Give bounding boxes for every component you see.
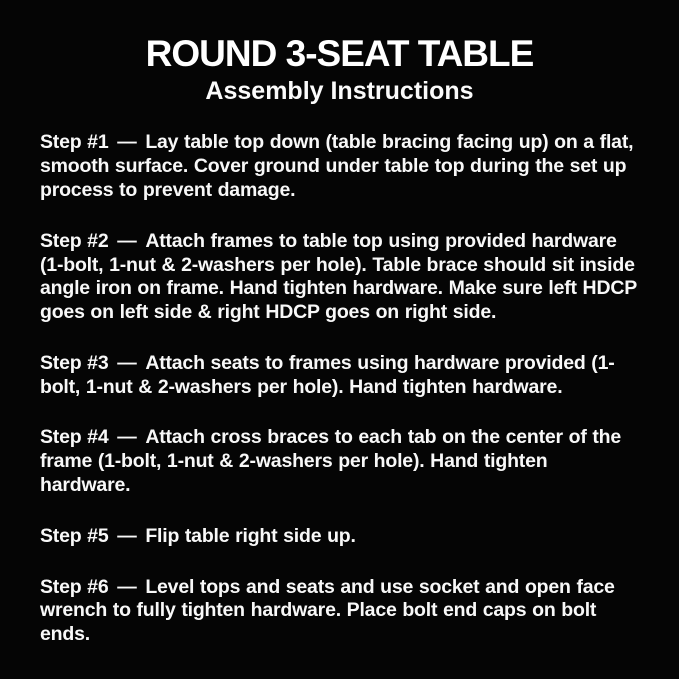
step-2-paragraph: [40, 230, 639, 325]
page-title: ROUND 3-SEAT TABLE: [145, 33, 534, 74]
step-6-dash: —: [117, 575, 137, 598]
step-4-label: Step #4: [40, 426, 109, 449]
step-3-dash: —: [117, 351, 137, 374]
step-6-paragraph: [40, 576, 639, 647]
step-6-text: Level tops and seats and use socket and open face wrench to fully tighten hardware. Place bolt end caps on bolt ends.: [40, 575, 615, 646]
step-5-label: Step #5: [40, 524, 109, 547]
step-3-paragraph: [40, 352, 639, 400]
step-4-text: Attach cross braces to each tab on the center of the frame (1-bolt, 1-nut & 2-washers per hole). Hand tighten hardware.: [40, 426, 622, 497]
step-2-label: Step #2: [40, 229, 109, 252]
step-4-dash: —: [117, 426, 137, 449]
step-1-text: Lay table top down (table bracing facing up) on a flat, smooth surface. Cover ground under table top during the set up process to prevent damage.: [40, 131, 634, 201]
step-1-dash: —: [117, 131, 137, 154]
page-subtitle: Assembly Instructions: [205, 76, 474, 105]
step-1-paragraph: [40, 131, 639, 202]
step-6-label: Step #6: [40, 575, 109, 598]
step-2-dash: —: [117, 229, 137, 252]
step-5-text: Flip table right side up.: [145, 524, 356, 547]
step-1-label: Step #1: [40, 131, 109, 154]
step-5-dash: —: [117, 524, 137, 547]
step-3-label: Step #3: [40, 351, 109, 374]
step-3-text: Attach seats to frames using hardware provided (1-bolt, 1-nut & 2-washers per hole). Hand tighten hardware.: [40, 351, 615, 398]
step-4-paragraph: [40, 426, 639, 497]
step-5-paragraph: [40, 525, 639, 549]
step-2-text: Attach frames to table top using provided hardware (1-bolt, 1-nut & 2-washers per hole). Table brace should sit inside angle iron on frame. Hand tighten hardware. Make sure left HDCP goes on left side & right HDCP goes on right side.: [40, 229, 637, 324]
